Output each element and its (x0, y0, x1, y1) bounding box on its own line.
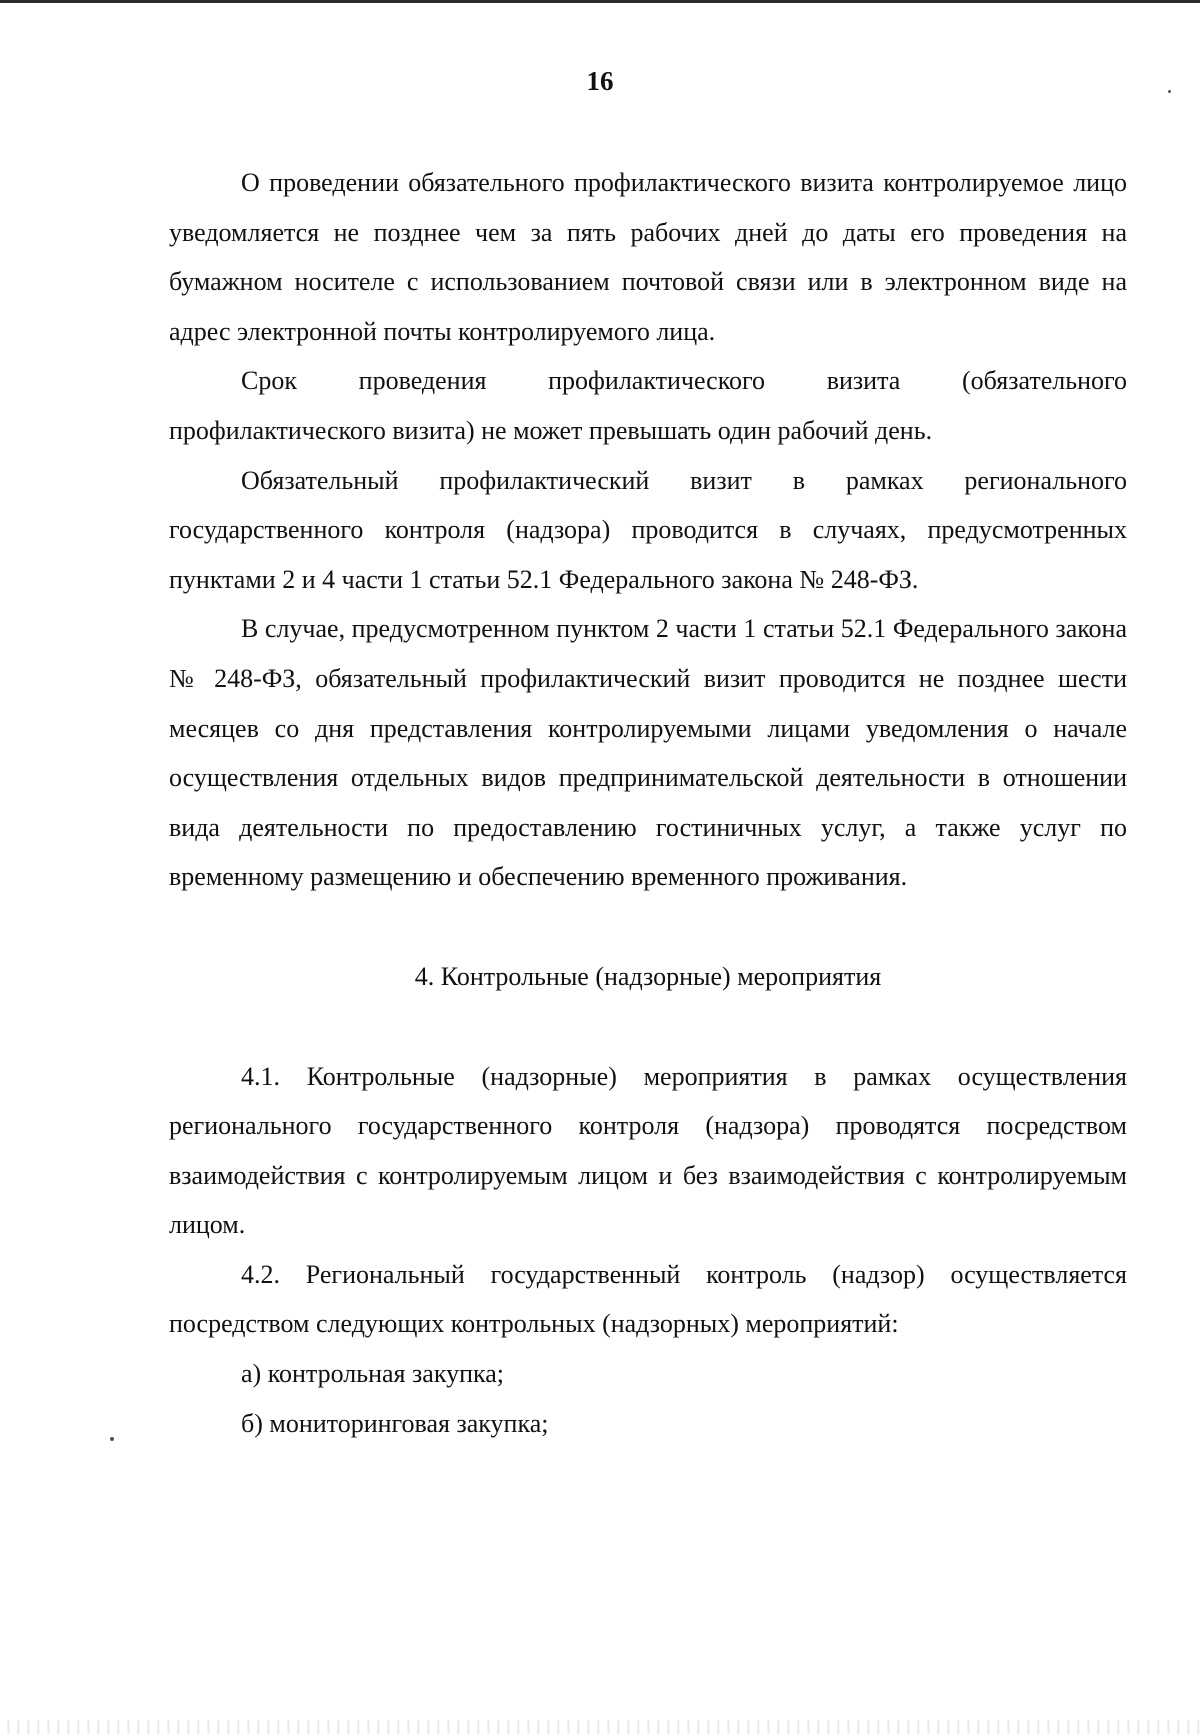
paragraph-4-1: 4.1. Контрольные (надзорные) мероприятия в рамках осуществления регионального государственного контроля (надзора) проводятся посредством взаимодействия с контролируемым лицом и без взаимодействия с контролируемым лицом. (169, 1061, 1127, 1240)
scan-speck (1168, 90, 1171, 93)
list-item-b: б) мониторинговая закупка; (241, 1408, 549, 1438)
list-item-a: а) контрольная закупка; (241, 1359, 504, 1389)
document-body (169, 158, 1127, 1448)
scan-speck (110, 1437, 114, 1441)
paragraph-notification: О проведении обязательного профилактического визита контролируемое лицо уведомляется не позднее чем за пять рабочих дней до даты его проведения на бумажном носителе с использованием почтовой связи или в электронном виде на адрес электронной почты контролируемого лица. (169, 168, 1127, 346)
paragraph-4-2: 4.2. Региональный государственный контроль (надзор) осуществляется посредством следующих контрольных (надзорных) мероприятий: (169, 1259, 1127, 1339)
paragraph-visit-deadline: В случае, предусмотренном пунктом 2 части 1 статьи 52.1 Федерального закона № 248-ФЗ, обязательный профилактический визит проводится не позднее шести месяцев со дня представления контролируемыми лицами уведомления о начале осуществления отдельных видов предпринимательской деятельности в отношении вида деятельности по предоставлению гостиничных услуг, а также услуг по временному размещению и обеспечению временного проживания. (169, 614, 1127, 892)
paragraph-mandatory-visit: Обязательный профилактический визит в рамках регионального государственного контроля (надзора) проводится в случаях, предусмотренных пунктами 2 и 4 части 1 статьи 52.1 Федерального закона № 248-ФЗ. (169, 465, 1127, 594)
paragraph-visit-duration: Срок проведения профилактического визита (обязательного профилактического визита) не может превышать один рабочий день. (169, 366, 1127, 445)
scan-noise-edge (0, 1720, 1200, 1734)
section-heading: 4. Контрольные (надзорные) мероприятия (414, 961, 882, 991)
page-number: 16 (586, 66, 614, 96)
